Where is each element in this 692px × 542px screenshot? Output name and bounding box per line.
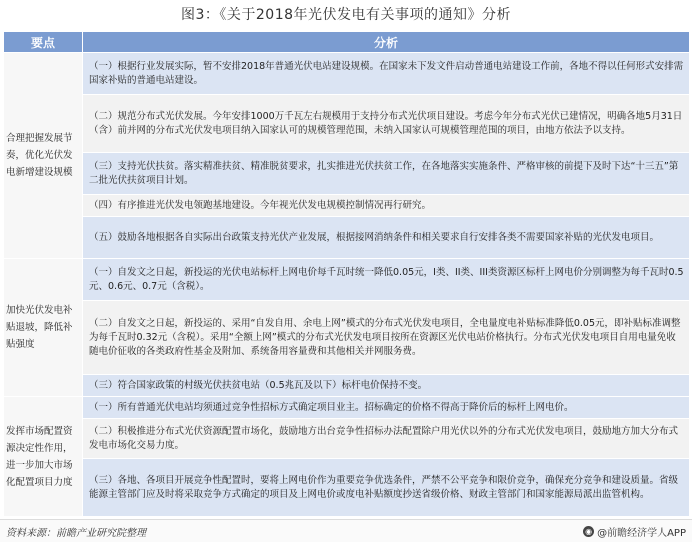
source-note: 资料来源：前瞻产业研究院整理 xyxy=(6,528,146,539)
analysis-cell: （一）自发文之日起，新投运的光伏电站标杆上网电价每千瓦时统一降低0.05元，I类、II类、III类资源区标杆上网电价分别调整为每千瓦时0.5元、0.6元、0.7元（含税）。 xyxy=(83,259,690,301)
table-row xyxy=(4,397,690,419)
analysis-cell: （二）自发文之日起，新投运的、采用“自发自用、余电上网”模式的分布式光伏发电项目，全电量度电补贴标准降低0.05元，即补贴标准调整为每千瓦时0.32元（含税）。采用“全额上网”模式的分布式光伏发电项目按所在资源区光伏电站价格执行。分布式光伏发电项目自用电量免收随电价征收的各类政府性基金及附加、系统备用容量费和其他相关并网服务费。 xyxy=(83,301,690,375)
key-point-development-pace: 合理把握发展节奏，优化光伏发电新增建设规模 xyxy=(4,53,83,259)
header-analysis: 分析 xyxy=(83,32,690,53)
analysis-cell: （一）根据行业发展实际，暂不安排2018年普通光伏电站建设规模。在国家未下发文件启动普通电站建设工作前，各地不得以任何形式安排需国家补贴的普通电站建设。 xyxy=(83,53,690,95)
brand-label: @前瞻经济学人APP xyxy=(597,528,686,539)
brand-watermark xyxy=(583,524,686,539)
key-point-market-allocation: 发挥市场配置资源决定性作用，进一步加大市场化配置项目力度 xyxy=(4,397,83,517)
table-row xyxy=(4,259,690,301)
analysis-cell: （一）所有普通光伏电站均须通过竞争性招标方式确定项目业主。招标确定的价格不得高于降价后的标杆上网电价。 xyxy=(83,397,690,419)
key-point-subsidy-reduction: 加快光伏发电补贴退坡，降低补贴强度 xyxy=(4,259,83,397)
figure-title: 图3：《关于2018年光伏发电有关事项的通知》分析 xyxy=(180,7,512,23)
analysis-cell: （二）规范分布式光伏发展。今年安排1000万千瓦左右规模用于支持分布式光伏项目建设。考虑今年分布式光伏已建情况，明确各地5月31日（含）前并网的分布式光伏发电项目纳入国家认可的规模管理范围，未纳入国家认可规模管理范围的项目，由地方依法予以支持。 xyxy=(83,95,690,153)
table-row xyxy=(4,195,690,217)
analysis-cell: （二）积极推进分布式光伏资源配置市场化，鼓励地方出台竞争性招标办法配置除户用光伏以外的分布式光伏发电项目，鼓励地方加大分布式发电市场化交易力度。 xyxy=(83,419,690,459)
table-row xyxy=(4,375,690,397)
table-row xyxy=(4,153,690,195)
table-row xyxy=(4,95,690,153)
footer-bar xyxy=(0,519,692,542)
analysis-cell: （三）支持光伏扶贫。落实精准扶贫、精准脱贫要求，扎实推进光伏扶贫工作，在各地落实实施条件、严格审核的前提下及时下达“十三五”第二批光伏扶贫项目计划。 xyxy=(83,153,690,195)
analysis-cell: （五）鼓励各地根据各自实际出台政策支持光伏产业发展，根据接网消纳条件和相关要求自行安排各类不需要国家补贴的光伏发电项目。 xyxy=(83,217,690,259)
table-header-row xyxy=(4,32,690,53)
analysis-cell: （三）符合国家政策的村级光伏扶贫电站（0.5兆瓦及以下）标杆电价保持不变。 xyxy=(83,375,690,397)
header-key-point: 要点 xyxy=(4,32,83,53)
table-row xyxy=(4,301,690,375)
table-row xyxy=(4,217,690,259)
analysis-cell: （四）有序推进光伏发电领跑基地建设。今年视光伏发电规模控制情况再行研究。 xyxy=(83,195,690,217)
table-row xyxy=(4,53,690,95)
table-row xyxy=(4,419,690,459)
analysis-cell: （三）各地、各项目开展竞争性配置时，要将上网电价作为重要竞争优选条件，严禁不公平竞争和限价竞争，确保充分竞争和建设质量。省级能源主管部门应及时将采取竞争方式确定的项目及上网电价或度电补贴额度抄送省级价格、财政主管部门和国家能源局派出监管机构。 xyxy=(83,459,690,517)
table-row xyxy=(4,459,690,517)
policy-analysis-table xyxy=(3,31,690,517)
brand-logo-icon: ◉ xyxy=(583,526,594,537)
